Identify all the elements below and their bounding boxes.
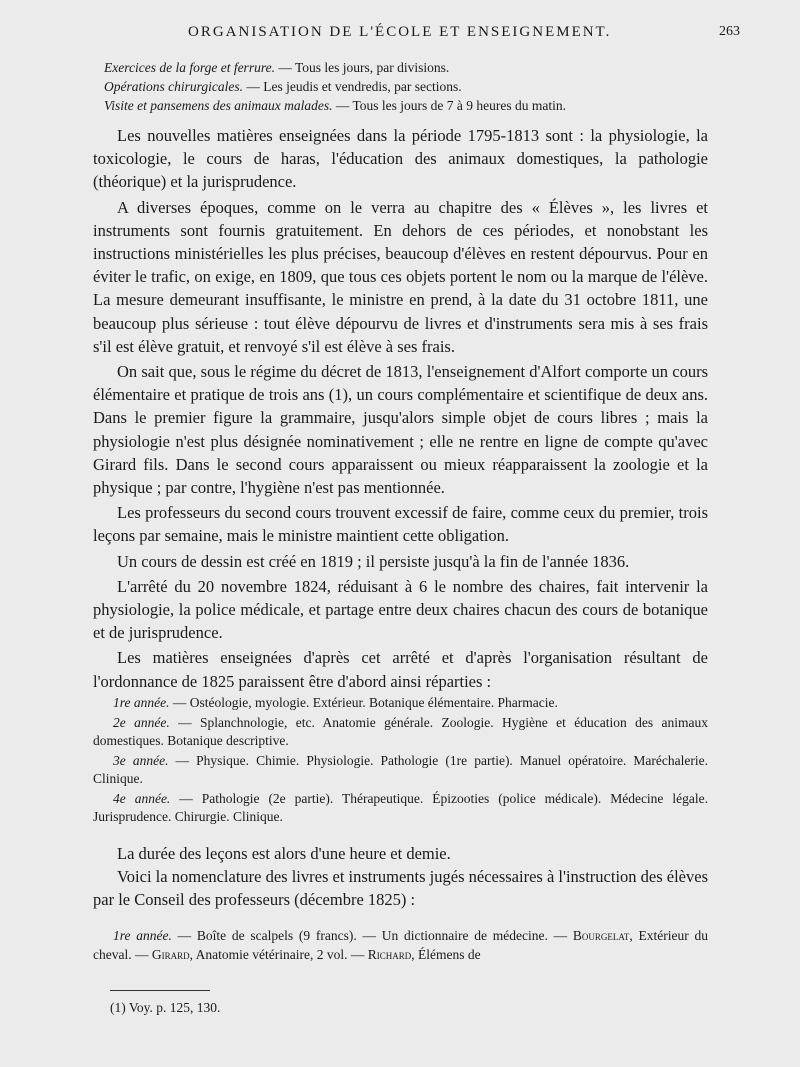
schedule-line	[104, 96, 664, 115]
schedule-line	[104, 58, 664, 77]
author-name: Girard	[151, 947, 190, 962]
schedule-line	[104, 77, 664, 96]
schedule-text: — Tous les jours de 7 à 9 heures du matin.	[332, 98, 566, 113]
year-entry	[93, 790, 708, 827]
book-text: , Élémens de	[411, 947, 481, 962]
year-entry	[93, 752, 708, 789]
running-title: ORGANISATION DE L'ÉCOLE ET ENSEIGNEMENT.	[188, 24, 612, 40]
schedule-list	[104, 58, 664, 115]
year-label: 3e année.	[113, 752, 169, 768]
year-label: 1re année.	[113, 695, 170, 710]
main-text-continued	[93, 842, 708, 911]
book-entry	[93, 926, 708, 964]
author-name: Richard	[367, 947, 412, 962]
paragraph: La durée des leçons est alors d'une heure et demie.	[117, 844, 451, 863]
paragraph: Un cours de dessin est créé en 1819 ; il persiste jusqu'à la fin de l'année 1836.	[117, 551, 630, 571]
curriculum-by-year	[93, 694, 708, 828]
paragraph: L'arrêté du 20 novembre 1824, réduisant à 6 le nombre des chaires, fait intervenir la physiologie, la police médicale, et partage entre deux chaires chacun des cours de botanique et de jurisprudence.	[93, 576, 708, 643]
paragraph: Les matières enseignées d'après cet arrêté et d'après l'organisation résultant de l'ordonnance de 1825 paraissent être d'abord ainsi réparties :	[93, 648, 708, 691]
schedule-text: — Tous les jours, par divisions.	[274, 60, 450, 75]
paragraph: Voici la nomenclature des livres et instruments jugés nécessaires à l'instruction des élèves par le Conseil des professeurs (décembre 1825) :	[93, 867, 709, 909]
year-entry	[93, 694, 708, 713]
footnote: (1) Voy. p. 125, 130.	[110, 1000, 221, 1015]
schedule-text: — Les jeudis et vendredis, par sections.	[243, 79, 462, 94]
schedule-label: Visite et pansemens des animaux malades.	[104, 98, 333, 113]
paragraph: On sait que, sous le régime du décret de 1813, l'enseignement d'Alfort comporte un cours élémentaire et pratique de trois ans (1), un cours complémentaire et scientifique de deux ans. Dans le premier figure la grammaire, jusqu'alors simple objet de cours libres ; mais la physiologie n'est plus désignée nominativement ; elle ne rentre en ligne de compte qu'avec Girard fils. Dans le second cours apparaissent ou mieux réapparaissent la zoologie et la physique ; par contre, l'hygiène n'est pas mentionnée.	[93, 362, 708, 498]
book-text: , Anatomie vétérinaire, 2 vol. —	[189, 947, 368, 962]
book-list	[93, 926, 708, 964]
footnote-rule	[110, 990, 210, 991]
year-subjects: — Splanchnologie, etc. Anatomie générale. Zoologie. Hygiène et éducation des animaux domestiques. Botanique descriptive.	[93, 714, 708, 748]
book-text: — Boîte de scalpels (9 francs). — Un dictionnaire de médecine. —	[171, 928, 573, 943]
paragraph: Les nouvelles matières enseignées dans la période 1795-1813 sont : la physiologie, la toxicologie, le cours de haras, l'éducation des animaux domestiques, la pathologie (théorique) et la jurisprudence.	[93, 126, 708, 192]
main-text	[93, 124, 708, 695]
year-subjects: — Pathologie (2e partie). Thérapeutique. Épizooties (police médicale). Médecine légale. Jurisprudence. Chirurgie. Clinique.	[93, 790, 708, 824]
year-subjects: — Ostéologie, myologie. Extérieur. Botanique élémentaire. Pharmacie.	[169, 695, 558, 710]
book-text: , Extérieur du cheval. —	[93, 928, 708, 962]
year-entry	[93, 714, 708, 751]
year-label: 4e année.	[113, 790, 171, 806]
author-name: Bourgelat	[572, 928, 630, 943]
schedule-label: Exercices de la forge et ferrure.	[104, 60, 275, 75]
paragraph: Les professeurs du second cours trouvent excessif de faire, comme ceux du premier, trois leçons par semaine, mais le ministre maintient cette obligation.	[93, 503, 708, 546]
book-year-label: 1re année.	[113, 928, 172, 943]
schedule-label: Opérations chirurgicales.	[104, 79, 243, 94]
year-label: 2e année.	[113, 714, 170, 730]
paragraph: A diverses époques, comme on le verra au chapitre des « Élèves », les livres et instruments sont fournis gratuitement. En dehors de ces périodes, et nonobstant les instructions ministérielles les plus précises, beaucoup d'élèves en restent dépourvus. Pour en éviter le trafic, on exige, en 1809, que tous ces objets portent le nom ou la marque de l'élève. La mesure demeurant insuffisante, le ministre en prend, à la date du 31 octobre 1811, une beaucoup plus sérieuse : tout élève dépourvu de livres et d'instruments sera mis à ses frais s'il est élève gratuit, et renvoyé s'il est élève à ses frais.	[93, 197, 708, 356]
page-number: 263	[719, 24, 740, 39]
year-subjects: — Physique. Chimie. Physiologie. Pathologie (1re partie). Manuel opératoire. Maréchalerie. Clinique.	[93, 752, 708, 786]
